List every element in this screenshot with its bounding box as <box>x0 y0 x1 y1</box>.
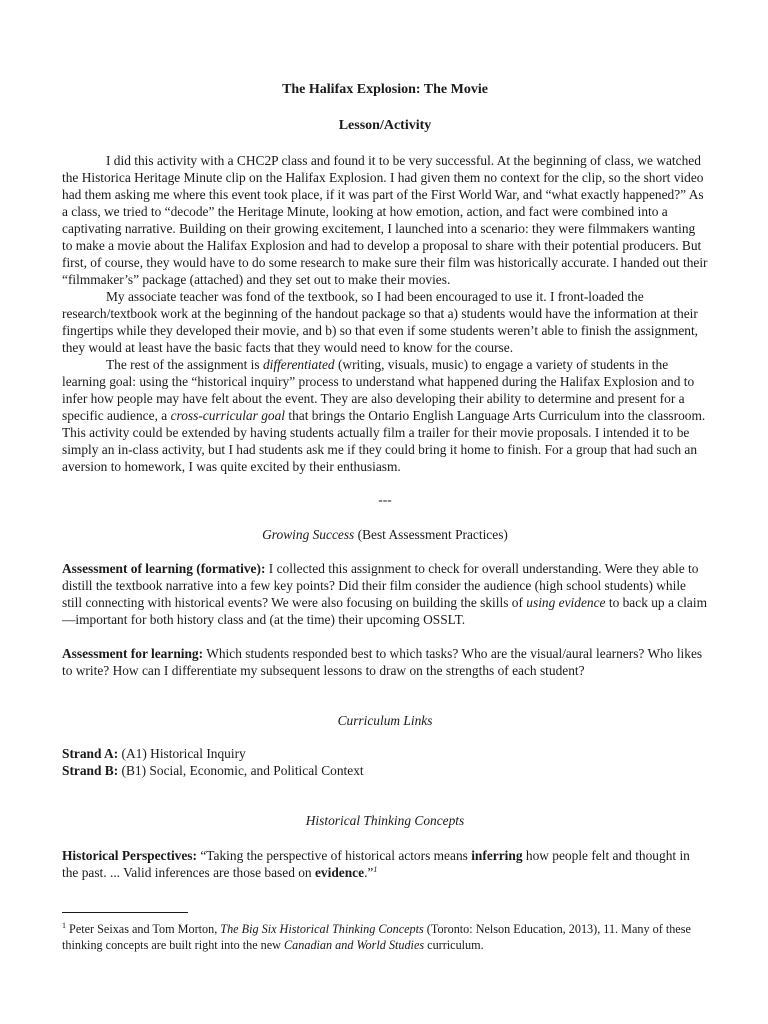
document-title: The Halifax Explosion: The Movie <box>282 82 488 97</box>
quote-bold-text: inferring <box>471 848 523 863</box>
document-subtitle: Lesson/Activity <box>338 118 432 133</box>
strand-a <box>62 745 708 762</box>
footnote <box>62 921 708 953</box>
narrative-text: The rest of the assignment is <box>106 357 263 372</box>
growing-success-title: Growing Success <box>262 527 355 542</box>
footnote-reference-number: 1 <box>373 865 378 874</box>
assessment-text: I collected this assignment to check for overall understanding. Were they able to distill the textbook narrative into a few key points? Did their film consider the audience (high school students) while still connecting with historical events? We were also focusing on building the skills of <box>62 561 699 610</box>
assessment-text: Which students responded best to which tasks? Who are the visual/aural learners? Who likes to write? How can I differentiate my subsequent lessons to draw on the strengths of each student? <box>62 646 703 678</box>
historical-thinking-title: Historical Thinking Concepts <box>305 813 465 828</box>
emphasis-text: differentiated <box>262 357 335 372</box>
footnote-reference <box>373 865 377 874</box>
emphasis-text: Canadian and World Studies <box>284 938 425 952</box>
historical-perspectives <box>62 847 708 881</box>
lesson-narrative <box>62 152 708 475</box>
curriculum-links-title: Curriculum Links <box>337 713 433 728</box>
quote-text: .” <box>364 865 374 880</box>
growing-success-heading <box>62 526 708 543</box>
assessment-of-learning-label: Assessment of learning (formative): <box>62 561 266 576</box>
footnote-text: (Toronto: Nelson Education, 2013), 11. Many of these thinking concepts are built right into the new <box>62 922 691 952</box>
emphasis-text: The Big Six Historical Thinking Concepts <box>220 922 424 936</box>
assessment-for-learning-label: Assessment for learning: <box>62 646 204 661</box>
quote-text: “Taking the perspective of historical actors means <box>196 848 472 863</box>
strand-b-text: (B1) Social, Economic, and Political Context <box>118 763 364 778</box>
curriculum-links-heading <box>62 712 708 729</box>
strand-a-label: Strand A: <box>62 746 119 761</box>
narrative-text: (writing, visuals, music) to engage a variety of students in the learning goal: using the “historical inquiry” process to understand what happened during the Halifax Explosion and to infer how people may have felt about the event. They are also developing their ability to determine and present for a specific audience, a <box>62 357 695 423</box>
footnote-text: curriculum. <box>424 938 484 952</box>
assessment-for-learning <box>62 645 708 679</box>
emphasis-text: using evidence <box>526 595 606 610</box>
narrative-text: that brings the Ontario English Language Arts Curriculum into the classroom. This activity could be extended by having students actually film a trailer for their movie proposals. I intended it to be simply an in-class activity, but I had students ask me if they could bring it home to finish. For a group that had such an aversion to homework, I was quite excited by their enthusiasm. <box>62 408 706 474</box>
footnote-divider <box>62 912 188 913</box>
growing-success-subtitle: (Best Assessment Practices) <box>354 527 508 542</box>
historical-thinking-heading <box>62 812 708 829</box>
section-separator: --- <box>378 492 392 507</box>
narrative-paragraph-1: I did this activity with a CHC2P class and found it to be very successful. At the beginning of class, we watched the Historica Heritage Minute clip on the Halifax Explosion. I had given them no context for the clip, so the short video had them asking me where this event took place, if it was part of the First World War, and “what exactly happened?” As a class, we tried to “decode” the Heritage Minute, looking at how emotion, action, and fact were combined into a captivating narrative. Building on their growing excitement, I launched into a scenario: they were filmmakers wanting to make a movie about the Halifax Explosion and had to develop a proposal to share with their potential producers. But first, of course, they would have to do some research to make sure their film was historically accurate. I handed out their “filmmaker’s” package (attached) and they set out to make their movies. <box>62 153 708 287</box>
quote-bold-text: evidence <box>314 865 365 880</box>
strand-b <box>62 762 708 779</box>
strand-b-label: Strand B: <box>62 763 119 778</box>
strand-a-text: (A1) Historical Inquiry <box>118 746 246 761</box>
narrative-paragraph-2: My associate teacher was fond of the textbook, so I had been encouraged to use it. I front-loaded the research/textbook work at the beginning of the handout package so that a) students would have the information at their fingertips while they developed their movie, and b) so that even if some students weren’t able to finish the assignment, they would at least have the basic facts that they would need to know for the course. <box>62 289 699 355</box>
assessment-of-learning <box>62 560 708 628</box>
footnote-text: Peter Seixas and Tom Morton, <box>66 922 221 936</box>
historical-perspectives-label: Historical Perspectives: <box>62 848 197 863</box>
emphasis-text: cross-curricular goal <box>170 408 285 423</box>
footnote-number: 1 <box>62 921 66 930</box>
assessment-text: to back up a claim—important for both history class and (at the time) their upcoming OSSLT. <box>62 595 708 627</box>
curriculum-strands <box>62 745 708 779</box>
quote-text: how people felt and thought in the past. ... Valid inferences are those based on <box>62 848 690 880</box>
narrative-paragraph-3 <box>62 356 708 475</box>
